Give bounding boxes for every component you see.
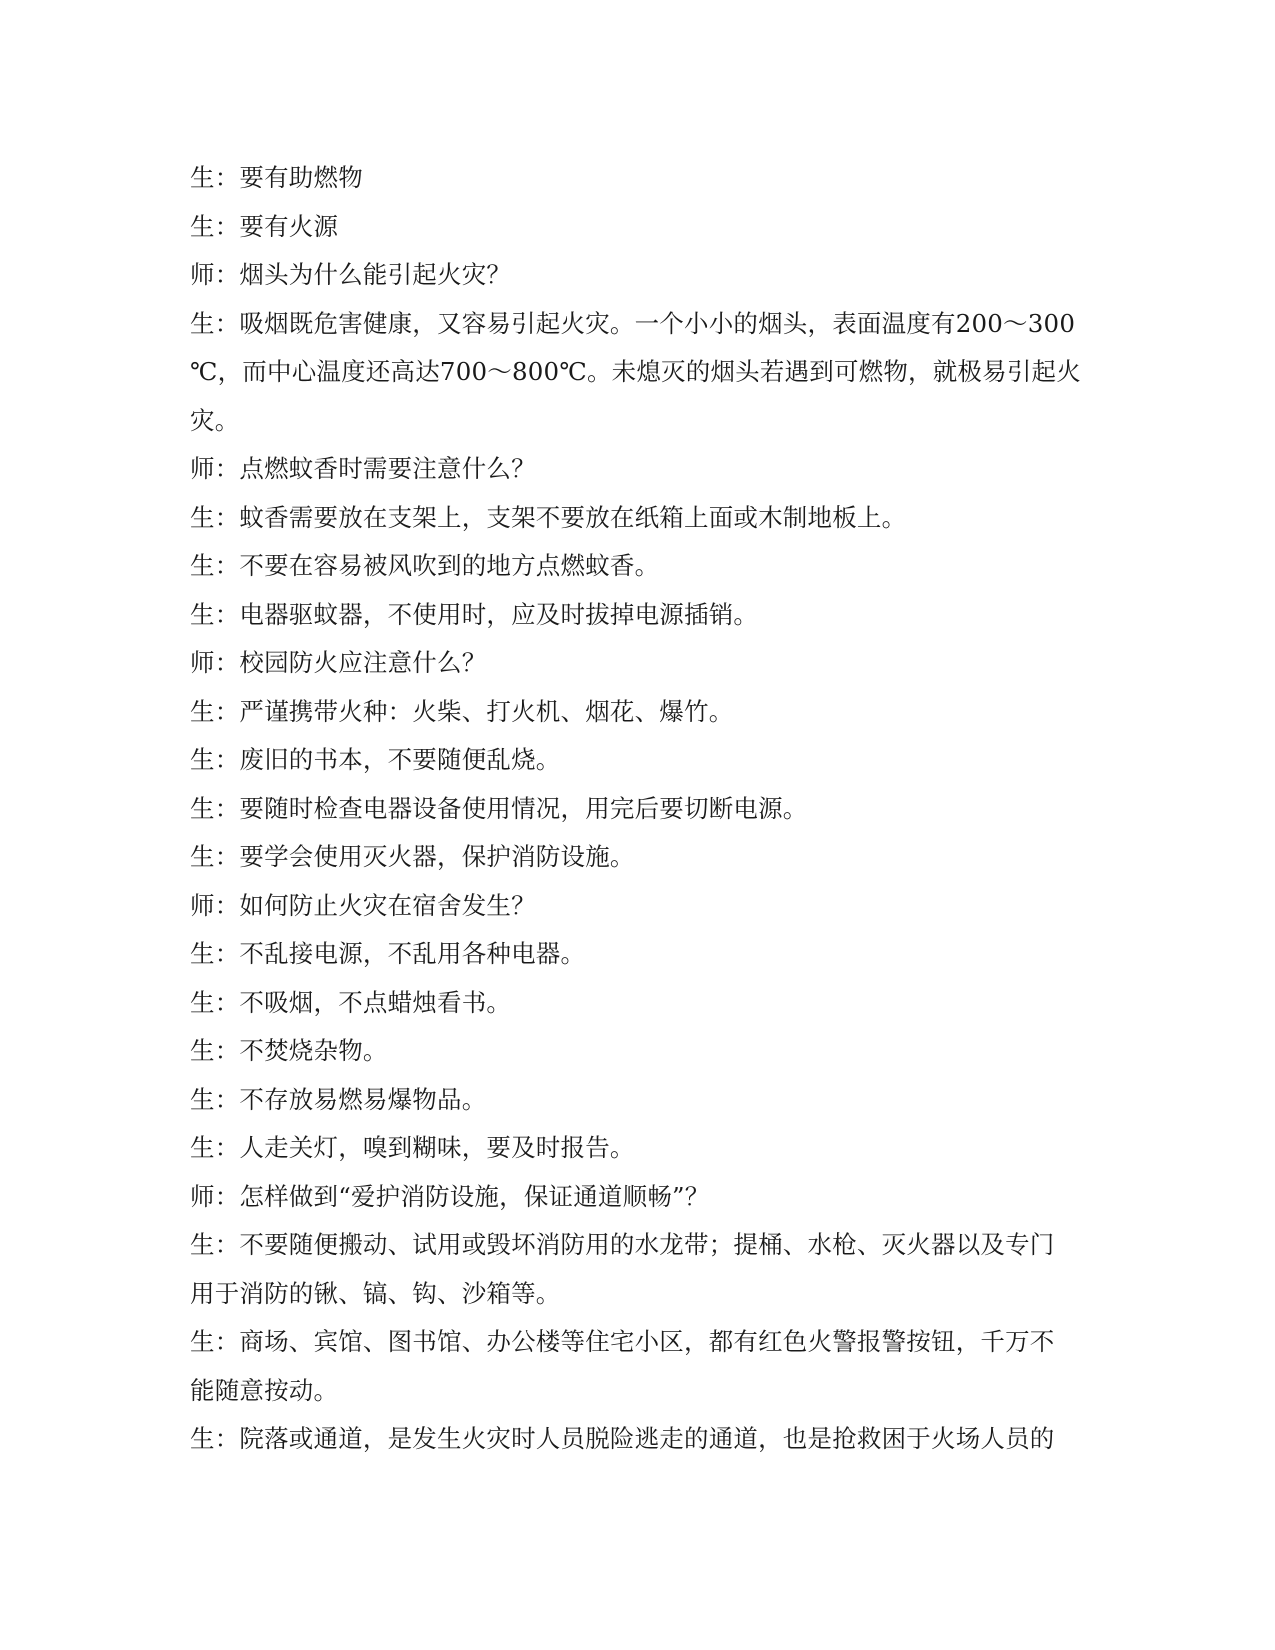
text-line: 生：商场、宾馆、图书馆、办公楼等住宅小区，都有红色火警报警按钮，千万不 bbox=[190, 1327, 1055, 1356]
text-line: 生：严谨携带火种：火柴、打火机、烟花、爆竹。 bbox=[190, 696, 734, 726]
text-line: 师：点燃蚊香时需要注意什么？ bbox=[190, 454, 536, 483]
text-line: 生：要学会使用灭火器，保护消防设施。 bbox=[190, 842, 635, 871]
text-line: 生：废旧的书本，不要随便乱烧。 bbox=[190, 745, 561, 774]
text-line: 生：不存放易燃易爆物品。 bbox=[190, 1084, 487, 1114]
text-line: 生：人走关灯，嗅到糊味，要及时报告。 bbox=[190, 1133, 635, 1162]
text-line: 生：要有火源 bbox=[190, 211, 339, 241]
text-line: 师：烟头为什么能引起火灾？ bbox=[190, 260, 512, 289]
text-line: 生：院落或通道，是发生火灾时人员脱险逃走的通道，也是抢救困于火场人员的 bbox=[190, 1424, 1055, 1453]
text-line: 生：电器驱蚊器，不使用时，应及时拔掉电源插销。 bbox=[190, 599, 759, 629]
text-line: 生：要有助燃物 bbox=[190, 163, 363, 192]
dialogue-text-body bbox=[190, 154, 1081, 1464]
text-line: 师：怎样做到“爱护消防设施，保证通道顺畅”？ bbox=[190, 1181, 710, 1211]
text-line: 生：不焚烧杂物。 bbox=[190, 1036, 388, 1065]
text-line: ℃，而中心温度还高达700～800℃。未熄灭的烟头若遇到可燃物，就极易引起火 bbox=[190, 357, 1081, 386]
text-line: 生：不要在容易被风吹到的地方点燃蚊香。 bbox=[190, 551, 660, 580]
text-line: 生：蚊香需要放在支架上，支架不要放在纸箱上面或木制地板上。 bbox=[190, 502, 907, 532]
text-line: 生：不吸烟，不点蜡烛看书。 bbox=[190, 987, 512, 1017]
text-line: 用于消防的锹、镐、钩、沙箱等。 bbox=[190, 1278, 561, 1308]
text-line: 师：校园防火应注意什么？ bbox=[190, 648, 487, 677]
text-line: 生：不要随便搬动、试用或毁坏消防用的水龙带；提桶、水枪、灭火器以及专门 bbox=[190, 1230, 1055, 1259]
text-line: 生：要随时检查电器设备使用情况，用完后要切断电源。 bbox=[190, 793, 808, 823]
text-line: 生：不乱接电源，不乱用各种电器。 bbox=[190, 939, 586, 968]
text-line: 能随意按动。 bbox=[190, 1375, 339, 1405]
text-line: 生：吸烟既危害健康，又容易引起火灾。一个小小的烟头，表面温度有200～300 bbox=[190, 308, 1076, 338]
text-line: 师：如何防止火灾在宿舍发生？ bbox=[190, 890, 536, 920]
text-line: 灾。 bbox=[190, 405, 240, 435]
